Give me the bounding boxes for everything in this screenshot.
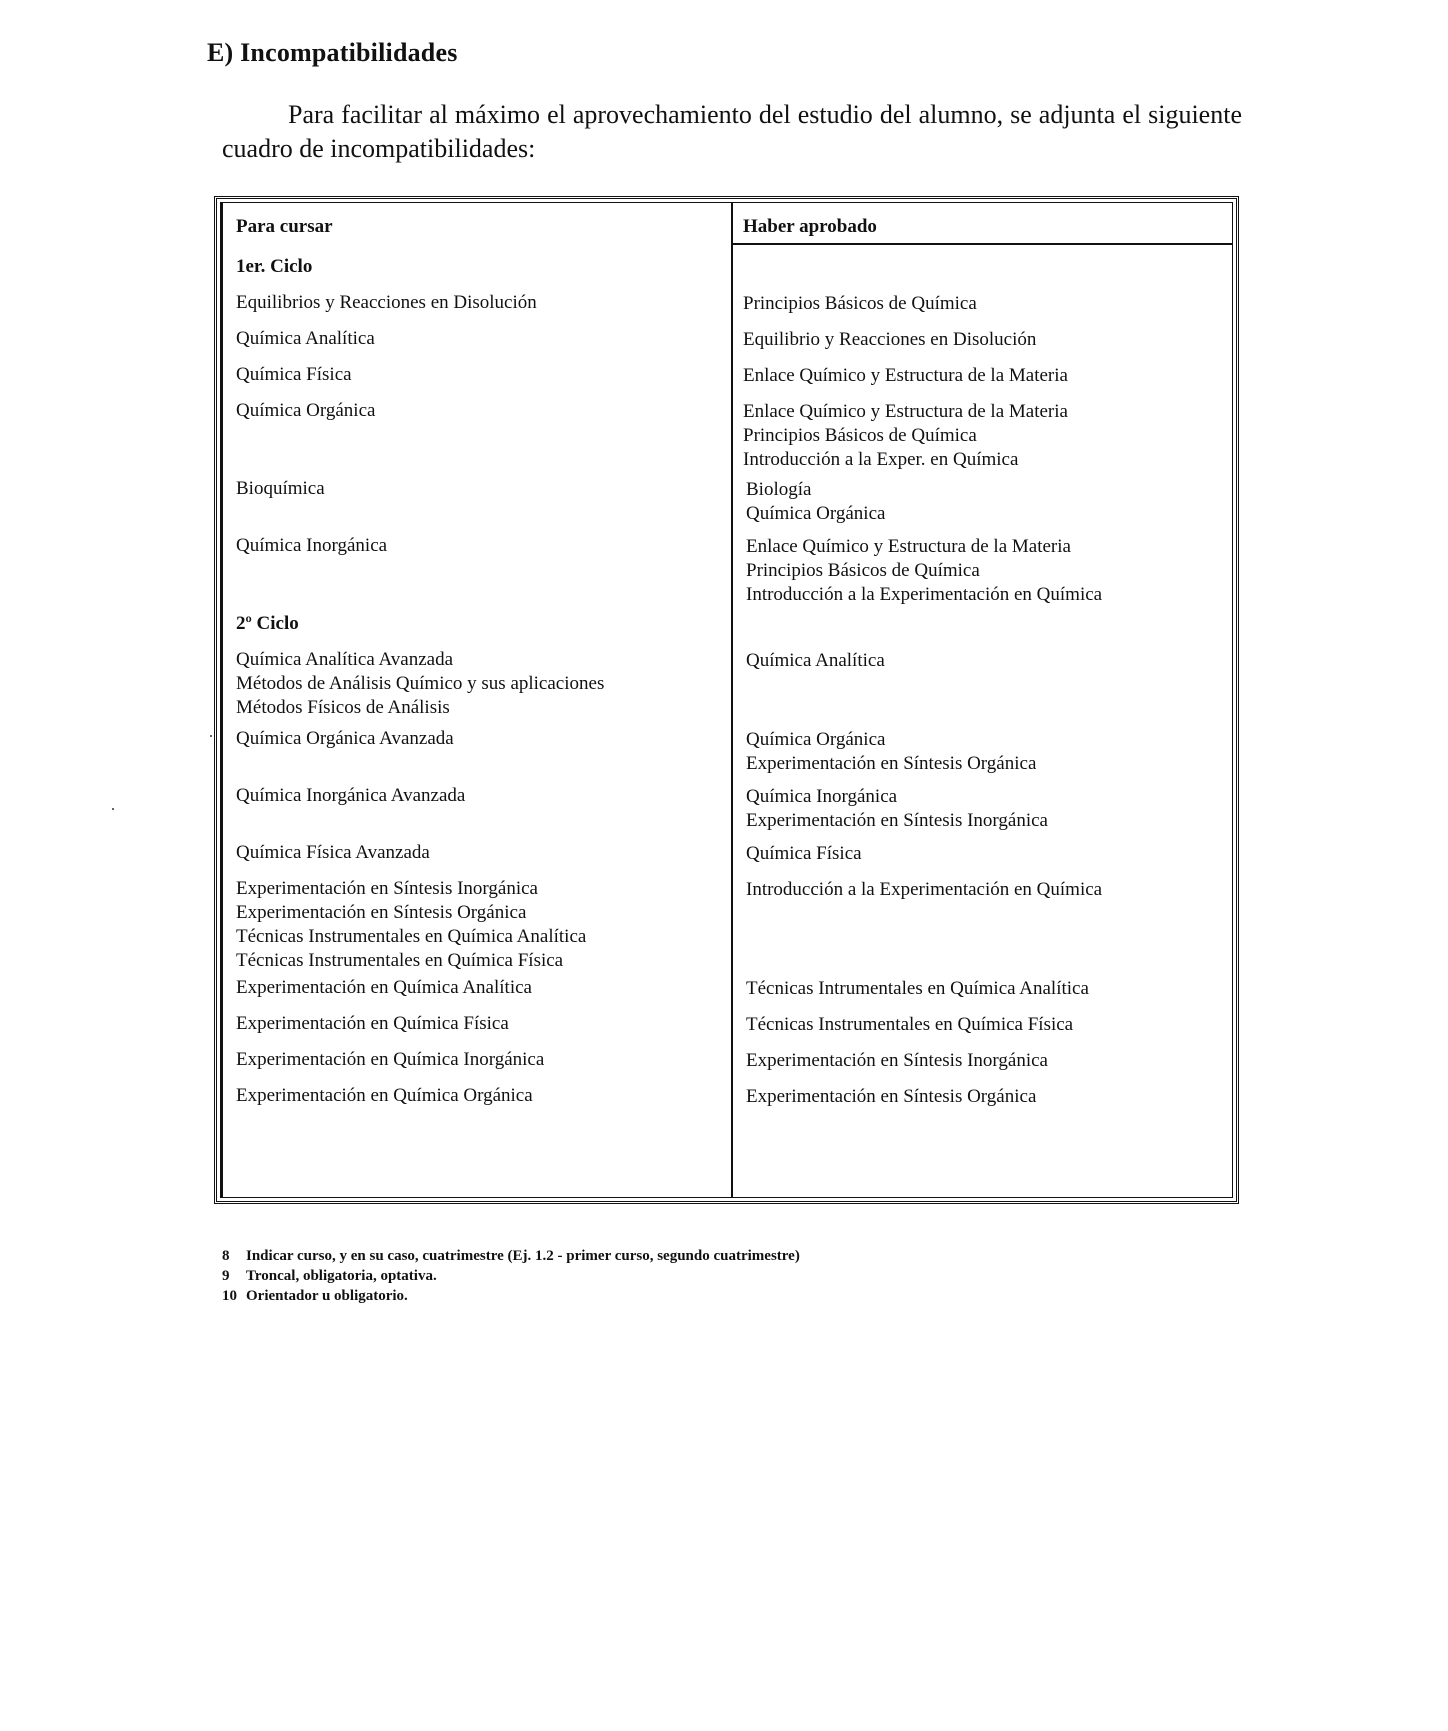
table-row-right [746,785,1048,833]
course-name: Métodos Físicos de Análisis [236,697,450,718]
course-name: Experimentación en Química Orgánica [236,1085,533,1106]
table-row-right [746,1013,1073,1037]
course-name: Química Inorgánica Avanzada [236,785,466,806]
table-row-left [236,363,352,387]
table-row-right [746,478,885,526]
footnote-text: Orientador u obligatorio. [246,1288,408,1304]
prerequisite-name: Química Inorgánica [746,786,898,807]
table-row-right [743,364,1068,388]
table-row-left [236,399,375,423]
prerequisite-name: Introducción a la Experimentación en Química [746,584,1103,605]
prerequisite-name: Biología [746,479,812,500]
course-name: Técnicas Instrumentales en Química Analítica [236,926,587,947]
course-name: Experimentación en Química Inorgánica [236,1049,545,1070]
header-rule [731,243,1232,245]
prerequisite-name: Técnicas Intrumentales en Química Analítica [746,978,1089,999]
table-row-left [236,1084,533,1108]
table-row-right [746,977,1089,1001]
table-row-left [236,534,387,558]
prerequisite-name: Química Analítica [746,650,885,671]
prerequisite-name: Química Física [746,843,862,864]
course-name: Equilibrios y Reacciones en Disolución [236,292,537,313]
header-para-cursar: Para cursar [236,216,333,237]
course-name: Química Física [236,364,352,385]
column-divider [731,203,733,1197]
footnote-9 [222,1266,800,1286]
course-name: Técnicas Instrumentales en Química Física [236,950,564,971]
table-row-left [236,477,325,501]
course-name: Experimentación en Química Analítica [236,977,532,998]
prerequisite-name: Enlace Químico y Estructura de la Materia [743,365,1068,386]
table-row-left [236,841,430,865]
prerequisite-name: Química Orgánica [746,729,886,750]
table-row-left [236,1048,544,1072]
prerequisite-name: Técnicas Instrumentales en Química Física [746,1014,1074,1035]
cycle-1-label: 1er. Ciclo [236,256,313,277]
table-row-left [236,1012,509,1036]
course-name: Experimentación en Síntesis Inorgánica [236,878,538,899]
table-row-left [236,976,532,1000]
table-row-right [746,535,1102,607]
prerequisite-name: Experimentación en Síntesis Inorgánica [746,1050,1048,1071]
prerequisite-name: Introducción a la Exper. en Química [743,449,1019,470]
table-row-right [743,328,1036,352]
footnote-number: 9 [222,1268,230,1284]
course-name: Química Analítica Avanzada [236,649,454,670]
footnote-number: 8 [222,1248,230,1264]
table-left-edge [220,203,223,1197]
course-name: Química Física Avanzada [236,842,430,863]
footnote-8 [222,1246,800,1266]
course-name: Bioquímica [236,478,325,499]
course-name: Química Orgánica [236,400,376,421]
intro-paragraph: Para facilitar al máximo el aprovechamiento del estudio del alumno, se adjunta el siguiente cuadro de incompatibilidades: [222,100,1242,163]
table-row-left [236,327,375,351]
prerequisite-name: Enlace Químico y Estructura de la Materia [746,536,1071,557]
footnote-number: 10 [222,1288,237,1304]
scan-speck [112,808,114,810]
prerequisite-name: Introducción a la Experimentación en Química [746,879,1103,900]
prerequisite-name: Principios Básicos de Química [743,293,977,314]
table-row-left [236,291,537,315]
prerequisite-name: Experimentación en Síntesis Orgánica [746,1086,1037,1107]
table-row-right [746,1049,1048,1073]
course-name: Experimentación en Síntesis Orgánica [236,902,527,923]
prerequisite-name: Equilibrio y Reacciones en Disolución [743,329,1037,350]
prerequisite-name: Principios Básicos de Química [743,425,977,446]
table-row-right [743,400,1068,472]
footnotes [222,1246,800,1306]
footnote-text: Indicar curso, y en su caso, cuatrimestre (Ej. 1.2 - primer curso, segundo cuatrimestre) [246,1248,800,1264]
prerequisite-name: Enlace Químico y Estructura de la Materia [743,401,1068,422]
header-haber-aprobado: Haber aprobado [743,216,877,237]
table-row-right [746,728,1036,776]
incompatibilities-table [214,196,1239,1204]
table-row-left [236,877,586,973]
course-name: Química Orgánica Avanzada [236,728,454,749]
cycle-2-label: 2º Ciclo [236,613,299,634]
prerequisite-name: Experimentación en Síntesis Orgánica [746,753,1037,774]
course-name: Experimentación en Química Física [236,1013,509,1034]
table-row-left [236,648,604,720]
footnote-10 [222,1286,800,1306]
prerequisite-name: Principios Básicos de Química [746,560,980,581]
table-row-left [236,784,465,808]
table-row-left [236,727,454,751]
prerequisite-name: Experimentación en Síntesis Inorgánica [746,810,1048,831]
section-heading: E) Incompatibilidades [207,38,458,67]
course-name: Métodos de Análisis Químico y sus aplicaciones [236,673,605,694]
table-row-right [746,649,885,673]
course-name: Química Inorgánica [236,535,388,556]
table-frame [220,202,1233,1198]
course-name: Química Analítica [236,328,375,349]
table-row-right [746,878,1102,902]
table-row-right [746,1085,1036,1109]
footnote-text: Troncal, obligatoria, optativa. [246,1268,437,1284]
scan-speck [210,735,212,737]
table-row-right [746,842,862,866]
table-row-right [743,292,977,316]
prerequisite-name: Química Orgánica [746,503,886,524]
